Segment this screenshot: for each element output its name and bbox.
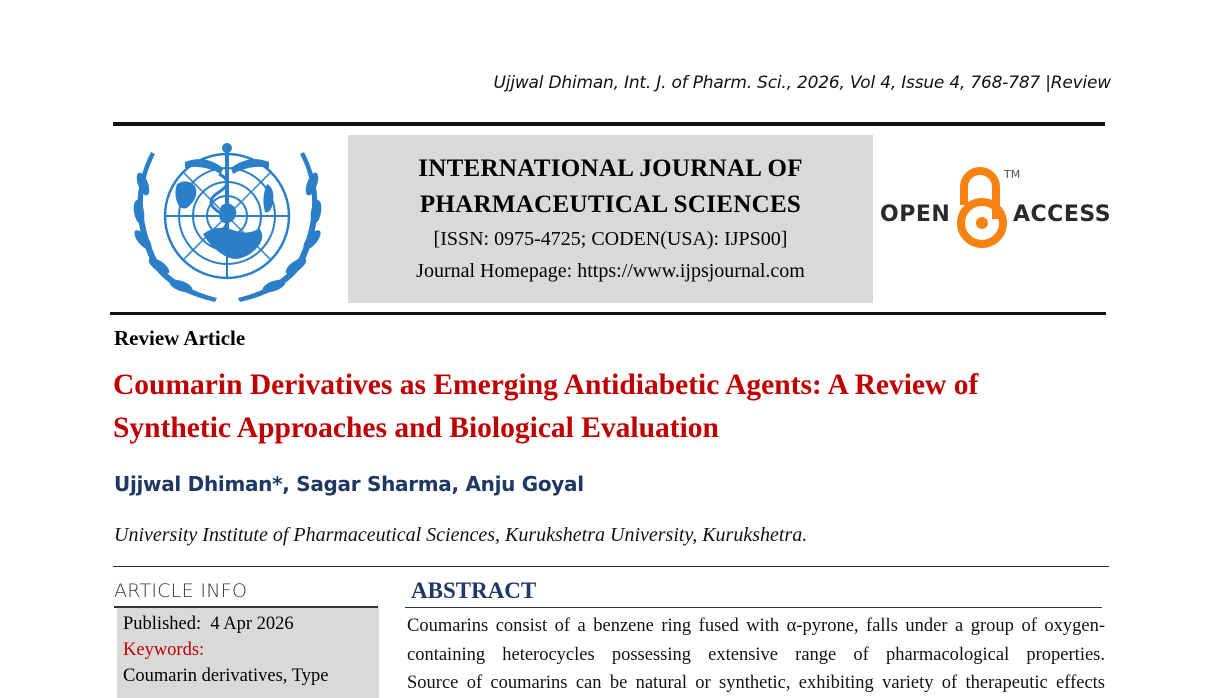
article-title bbox=[113, 364, 1113, 450]
trademark-symbol: TM bbox=[1004, 168, 1021, 181]
running-head: Ujjwal Dhiman, Int. J. of Pharm. Sci., 2026, Vol 4, Issue 4, 768-787 |Review bbox=[493, 73, 1111, 93]
masthead-top-rule bbox=[113, 122, 1105, 126]
abstract-heading: ABSTRACT bbox=[411, 578, 537, 603]
published-date: 4 Apr 2026 bbox=[210, 614, 294, 634]
open-access-right-text: ACCESS bbox=[1013, 202, 1112, 227]
open-access-logo bbox=[880, 165, 1110, 250]
abstract-rule bbox=[405, 607, 1102, 608]
article-info-heading: ARTICLE INFO bbox=[114, 580, 248, 602]
section-divider bbox=[113, 566, 1109, 567]
keywords-label: Keywords: bbox=[123, 640, 205, 660]
keywords-text: Coumarin derivatives, Type bbox=[123, 666, 329, 686]
abstract-body bbox=[407, 612, 1105, 698]
journal-title bbox=[348, 151, 873, 223]
published-label: Published: bbox=[123, 614, 202, 634]
author-list: Ujjwal Dhiman*, Sagar Sharma, Anju Goyal bbox=[114, 472, 584, 496]
abstract-line: Source of coumarins can be natural or synthetic, exhibiting variety of therapeutic effects bbox=[407, 673, 1105, 693]
article-type-label: Review Article bbox=[114, 326, 246, 350]
journal-masthead-box bbox=[348, 135, 873, 303]
journal-homepage: Journal Homepage: https://www.ijpsjournal.com bbox=[416, 260, 805, 282]
globe-caduceus-laurel-emblem-icon bbox=[125, 134, 330, 304]
article-info-box bbox=[117, 608, 379, 698]
author-affiliation: University Institute of Pharmaceutical Sciences, Kurukshetra University, Kurukshetra. bbox=[114, 524, 808, 546]
open-access-left-text: OPEN bbox=[880, 202, 951, 227]
journal-title-line2: PHARMACEUTICAL SCIENCES bbox=[419, 191, 802, 218]
journal-issn: [ISSN: 0975-4725; CODEN(USA): IJPS00] bbox=[433, 228, 788, 250]
abstract-line: containing heterocycles possessing extensive range of pharmacological properties. bbox=[407, 644, 1105, 665]
published-row bbox=[123, 611, 379, 637]
open-access-lock-icon bbox=[952, 165, 1012, 250]
journal-title-line1: INTERNATIONAL JOURNAL OF bbox=[418, 155, 803, 182]
article-title-line2: Synthetic Approaches and Biological Evaluation bbox=[113, 412, 719, 444]
masthead-bottom-rule bbox=[110, 312, 1106, 315]
article-title-line1: Coumarin Derivatives as Emerging Antidiabetic Agents: A Review of bbox=[113, 369, 979, 401]
abstract-line: Coumarins consist of a benzene ring fused with α-pyrone, falls under a group of oxygen- bbox=[407, 616, 1105, 636]
